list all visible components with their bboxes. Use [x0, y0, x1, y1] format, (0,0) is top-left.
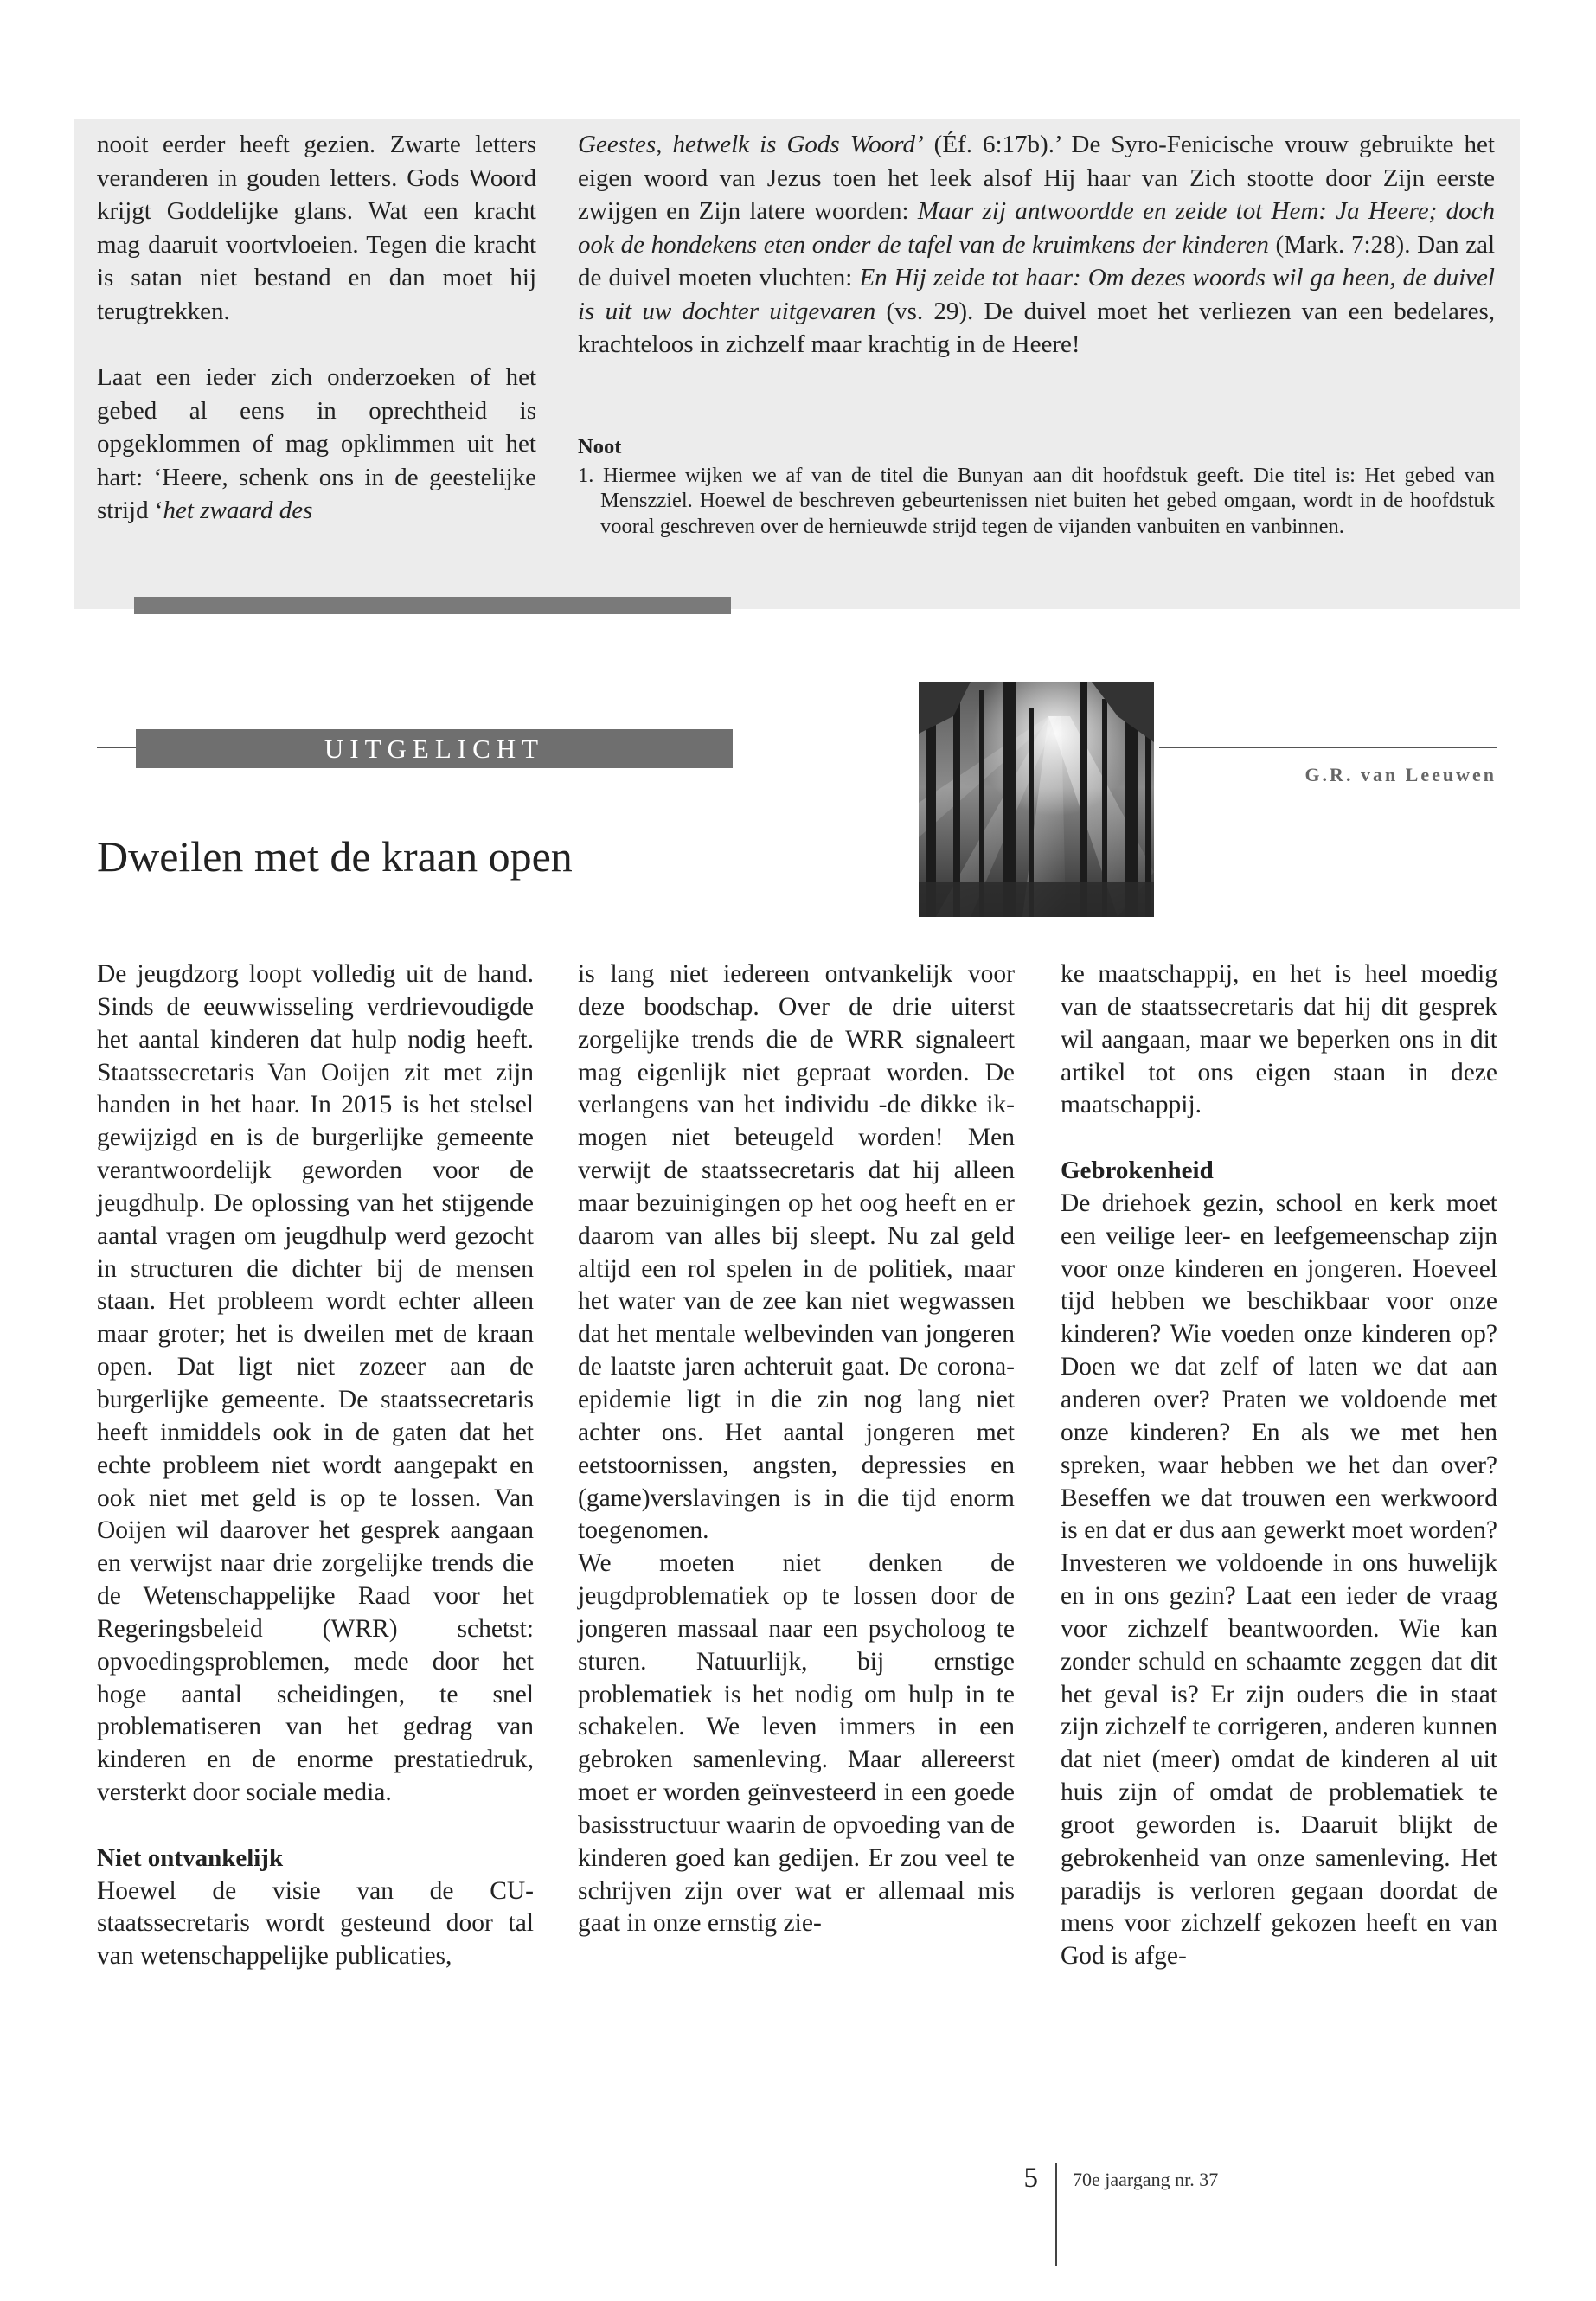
page-number: 5	[1023, 2163, 1038, 2194]
box-bottom-bar	[134, 597, 731, 614]
header-rule-right	[1159, 747, 1497, 748]
paragraph: We moeten niet denken de jeugdproblematiek op te lossen door de jongeren massaal naar een psycholoog te sturen. Natuurlijk, bij ernstige problematiek is het nodig om hulp in te schakelen. We leven immers in een gebroken samenleving. Maar allereerst moet er worden geïnvesteerd in een goede basisstructuur waarin de opvoeding van de kinderen goed kan gedijen. Er zou veel te schrijven zijn over wat er allemaal mis gaat in onze ernstig zie-	[578, 1549, 1015, 1938]
paragraph: De driehoek gezin, school en kerk moet een veilige leer- en leefgemeenschap zijn voor onze kinderen en jongeren. Hoeveel tijd hebben we beschikbaar voor onze kinderen? Wie voeden onze kinderen op? Doen we dat zelf of laten we dat aan anderen over? Praten we voldoende met onze kinderen? En als we met hen spreken, waar hebben we het dan over? Beseffen we dat trouwen een werkwoord is en dat er dus aan gewerkt moet worden? Investeren we voldoende in ons huwelijk en in ons gezin? Laat een ieder de vraag voor zichzelf beantwoorden. Wie kan zonder schuld en schaamte zeggen dat dit het geval is? Er zijn ouders die in staat zijn zichzelf te corrigeren, anderen kunnen dat niet (meer) omdat de kinderen al uit huis zijn of omdat de problematiek te groot geworden is. Daaruit blijkt de gebrokenheid van onze samenleving. Het paradijs is verloren gegaan doordat de mens voor zichzelf gekozen heeft en van God is afge-	[1061, 1189, 1497, 1971]
header-rule-left	[97, 747, 136, 748]
section-banner: UITGELICHT	[136, 729, 733, 768]
author-name: G.R. van Leeuwen	[1304, 764, 1497, 785]
footnote-heading: Noot	[578, 435, 622, 458]
previous-article-right-column	[578, 128, 1495, 362]
article-column-3	[1061, 958, 1497, 1973]
footnote-text: 1. Hiermee wijken we af van de titel die Bunyan aan dit hoofdstuk geeft. Die titel is: Het gebed van Menszziel. Hoewel de beschreven gebeurtenissen niet buiten het gebed omgaan, wordt in de hoofdstuk vooral geschreven over de hernieuwde strijd tegen de vijanden vanbuiten en vanbinnen.	[578, 463, 1495, 538]
article-title: Dweilen met de kraan open	[97, 832, 573, 881]
spacer	[97, 1810, 534, 1843]
footer-divider	[1055, 2163, 1057, 2266]
paragraph: Hoewel de visie van de CU-staatssecretaris wordt gesteund door tal van wetenschappelijke publicaties,	[97, 1876, 534, 1971]
spacer	[1061, 1122, 1497, 1155]
paragraph: nooit eerder heeft gezien. Zwarte letters veranderen in gouden letters. Gods Woord krijgt Goddelijke glans. Wat een kracht mag daaruit voortvloeien. Tegen die kracht is satan niet bestand en dan moet hij terugtrekken.	[97, 131, 536, 325]
forest-sunbeams-photo	[919, 682, 1154, 917]
article-column-2	[578, 958, 1015, 1940]
footnote	[578, 434, 1495, 539]
paragraph: ke maatschappij, en het is heel moedig van de staatssecretaris dat hij dit gesprek wil aangaan, maar we beperken ons in dit artikel tot ons eigen staan in deze maatschappij.	[1061, 960, 1497, 1119]
subheading: Niet ontvankelijk	[97, 1843, 284, 1872]
paragraph: Laat een ieder zich onderzoeken of het gebed al eens in oprechtheid is opgeklommen of mag opklimmen uit het hart: ‘Heere, schenk ons in de geestelijke strijd ‘het zwaard des	[97, 363, 536, 524]
journal-issue: 70e jaargang nr. 37	[1073, 2169, 1219, 2190]
previous-article-left-column	[97, 128, 536, 561]
article-column-1	[97, 958, 534, 1973]
paragraph: Geestes, hetwelk is Gods Woord’ (Éf. 6:17b).’ De Syro-Fenicische vrouw gebruikte het eigen woord van Jezus toen het leek alsof Hij haar van Zich stootte door Zijn eerste zwijgen en Zijn latere woorden: Maar zij antwoordde en zeide tot Hem: Ja Heere; doch ook de hondekens eten onder de tafel van de kruimkens der kinderen (Mark. 7:28). Dan zal de duivel moeten vluchten: En Hij zeide tot haar: Om dezes woords wil ga heen, de duivel is uit uw dochter uitgevaren (vs. 29). De duivel moet het verliezen van een bedelares, krachteloos in zichzelf maar krachtig in de Heere!	[578, 131, 1495, 358]
subheading: Gebrokenheid	[1061, 1157, 1214, 1185]
paragraph: De jeugdzorg loopt volledig uit de hand. Sinds de eeuwwisseling verdrievoudigde het aantal kinderen dat hulp nodig heeft. Staatssecretaris Van Ooijen zit met zijn handen in het haar. In 2015 is het stelsel gewijzigd en is de burgerlijke gemeente verantwoordelijk geworden voor de jeugdhulp. De oplossing van het stijgende aantal vragen om jeugdhulp werd gezocht in structuren die dichter bij de mensen staan. Het probleem wordt echter alleen maar groter; het is dweilen met de kraan open. Dat ligt niet zozeer aan de burgerlijke gemeente. De staatssecretaris heeft inmiddels ook in de gaten dat het echte probleem niet wordt aangepakt en ook niet met geld is op te lossen. Van Ooijen wil daarover het gesprek aangaan en verwijst naar drie zorgelijke trends die de Wetenschappelijke Raad voor het Regeringsbeleid (WRR) schetst: opvoedingsproblemen, mede door het hoge aantal scheidingen, te snel problematiseren van het gedrag van kinderen en de enorme prestatiedruk, versterkt door sociale media.	[97, 960, 534, 1807]
paragraph: is lang niet iedereen ontvankelijk voor deze boodschap. Over de drie uiterst zorgelijke trends die de WRR signaleert mag eigenlijk niet gepraat worden. De verlangens van het individu -de dikke ik- mogen niet beteugeld worden! Men verwijt de staatssecretaris dat hij alleen maar bezuinigingen op het oog heeft en er daarom van alles bij sleept. Nu zal geld altijd een rol spelen in de politiek, maar het water van de zee kan niet wegwassen dat het mentale welbevinden van jongeren de laatste jaren achteruit gaat. De corona-epidemie ligt in die zin nog lang niet achter ons. Het aantal jongeren met eetstoornissen, angsten, depressies en (game)verslavingen is in die tijd enorm toegenomen.	[578, 960, 1015, 1545]
